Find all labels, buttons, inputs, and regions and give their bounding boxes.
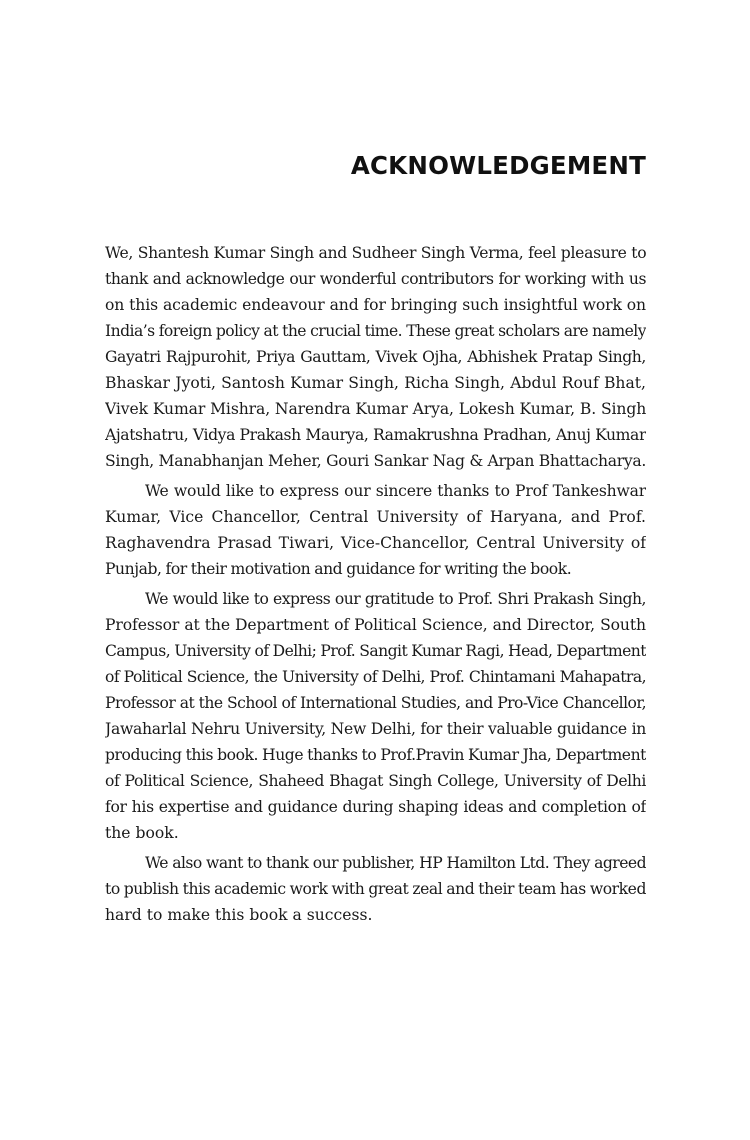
acknowledgement-body (105, 240, 646, 932)
text-line: for his expertise and guidance during shaping ideas and completion of (105, 798, 646, 816)
paragraph (105, 850, 646, 928)
text-line: We would like to express our gratitude to Prof. Shri Prakash Singh, (145, 590, 646, 608)
text-line: on this academic endeavour and for bringing such insightful work on (105, 296, 646, 314)
text-line: We would like to express our sincere thanks to Prof Tankeshwar (145, 482, 646, 500)
text-line: Raghavendra Prasad Tiwari, Vice-Chancellor, Central University of (105, 534, 646, 552)
text-line: Jawaharlal Nehru University, New Delhi, for their valuable guidance in (105, 720, 646, 738)
text-line: hard to make this book a success. (105, 906, 373, 924)
text-line: of Political Science, Shaheed Bhagat Singh College, University of Delhi (105, 772, 646, 790)
paragraph (105, 478, 646, 582)
page-title: ACKNOWLEDGEMENT (350, 151, 646, 180)
text-line: to publish this academic work with great zeal and their team has worked (105, 880, 646, 898)
text-line: Vivek Kumar Mishra, Narendra Kumar Arya, Lokesh Kumar, B. Singh (105, 400, 646, 418)
text-line: India’s foreign policy at the crucial time. These great scholars are namely (105, 322, 646, 340)
text-line: thank and acknowledge our wonderful contributors for working with us (105, 270, 646, 288)
paragraph (105, 240, 646, 474)
text-line: Ajatshatru, Vidya Prakash Maurya, Ramakrushna Pradhan, Anuj Kumar (105, 426, 646, 444)
text-line: Campus, University of Delhi; Prof. Sangit Kumar Ragi, Head, Department (105, 642, 646, 660)
text-line: Bhaskar Jyoti, Santosh Kumar Singh, Richa Singh, Abdul Rouf Bhat, (105, 374, 646, 392)
paragraph (105, 586, 646, 846)
text-line: Singh, Manabhanjan Meher, Gouri Sankar Nag & Arpan Bhattacharya. (105, 452, 646, 470)
text-line: of Political Science, the University of Delhi, Prof. Chintamani Mahapatra, (105, 668, 646, 686)
text-line: Punjab, for their motivation and guidance for writing the book. (105, 560, 572, 578)
text-line: Gayatri Rajpurohit, Priya Gauttam, Vivek Ojha, Abhishek Pratap Singh, (105, 348, 646, 366)
text-line: the book. (105, 824, 179, 842)
text-line: We, Shantesh Kumar Singh and Sudheer Singh Verma, feel pleasure to (105, 244, 646, 262)
text-line: Kumar, Vice Chancellor, Central University of Haryana, and Prof. (105, 508, 646, 526)
text-line: producing this book. Huge thanks to Prof.Pravin Kumar Jha, Department (105, 746, 646, 764)
text-line: Professor at the Department of Political Science, and Director, South (105, 616, 646, 634)
text-line: We also want to thank our publisher, HP Hamilton Ltd. They agreed (145, 854, 646, 872)
text-line: Professor at the School of International Studies, and Pro-Vice Chancellor, (105, 694, 646, 712)
